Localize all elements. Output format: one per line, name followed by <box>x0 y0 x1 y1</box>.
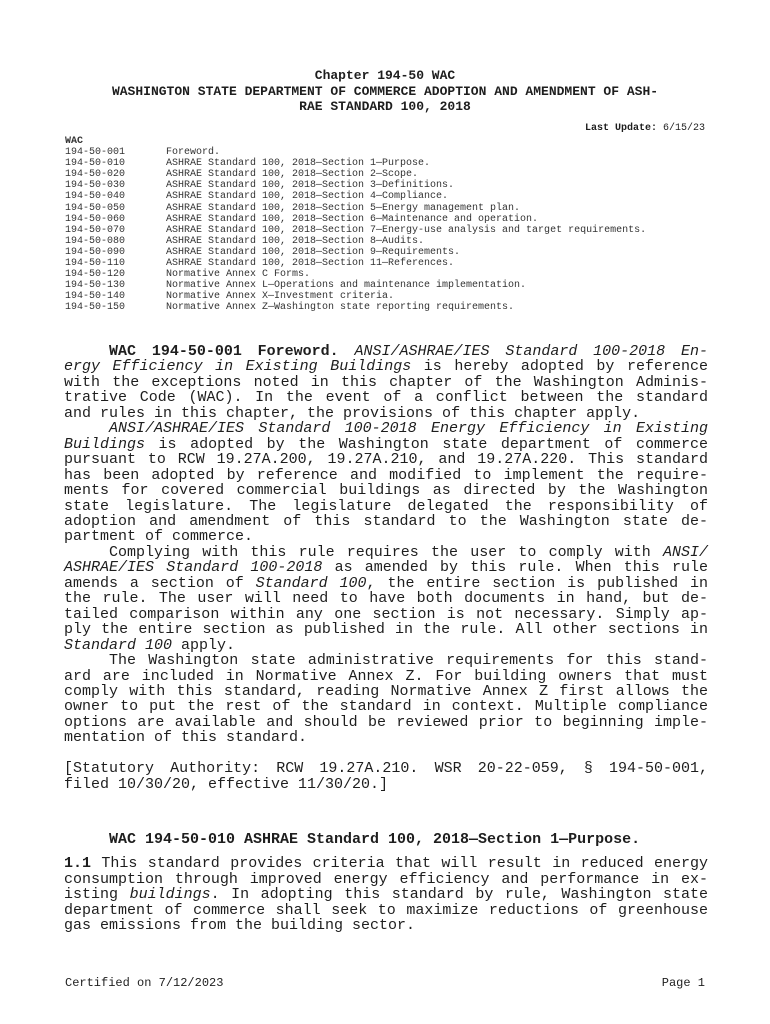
text-line <box>64 638 708 653</box>
toc-section-number[interactable]: 194-50-130 <box>65 280 126 292</box>
text-line <box>64 653 708 668</box>
text-line <box>64 591 708 606</box>
toc-row[interactable] <box>65 191 646 202</box>
certified-date: Certified on 7/12/2023 <box>65 976 224 990</box>
title-line: RAE STANDARD 100, 2018 <box>299 99 471 114</box>
toc-section-number[interactable]: 194-50-020 <box>65 169 126 181</box>
text-line <box>64 777 708 792</box>
toc-row[interactable] <box>65 203 646 214</box>
toc-section-number[interactable]: 194-50-040 <box>65 191 126 203</box>
paragraph <box>64 832 708 847</box>
text: gas emissions from the building sector. <box>64 917 416 935</box>
paragraph <box>64 856 708 933</box>
toc-section-title[interactable]: Normative Annex C Forms. <box>166 269 311 281</box>
italic-text: ANSI/ASHRAE/IES Standard 100-2018 En- <box>354 343 708 360</box>
text-line <box>64 375 708 390</box>
text: state legislature. The legislature delegated the responsibility of <box>64 497 708 515</box>
text: The Washington state administrative requirements for this stand- <box>109 652 708 670</box>
table-of-contents <box>65 136 646 314</box>
text: This standard provides criteria that will result in reduced energy <box>91 855 708 873</box>
toc-heading: WAC <box>65 136 84 147</box>
title-line: Chapter 194-50 WAC <box>314 68 456 83</box>
text: is hereby adopted by reference <box>411 358 708 376</box>
text: is adopted by the Washington state department of commerce <box>145 435 708 453</box>
italic-text: ANSI/ASHRAE/IES Standard 100-2018 Energy Efficiency in Existing <box>109 420 708 438</box>
paragraph <box>64 421 708 545</box>
italic-text: Standard 100 <box>255 574 367 592</box>
text: adoption and amendment of this standard to the Washington state de- <box>64 512 708 530</box>
text-line <box>64 684 708 699</box>
toc-row[interactable] <box>65 180 646 191</box>
last-update-label: Last Update: <box>584 123 657 134</box>
text-line <box>64 887 708 902</box>
text-line <box>64 390 708 405</box>
text-line <box>64 406 708 421</box>
toc-section-title[interactable]: ASHRAE Standard 100, 2018—Section 11—References. <box>166 258 455 270</box>
text-line <box>64 715 708 730</box>
text <box>339 343 355 360</box>
italic-text: ASHRAE/IES Standard 100-2018 <box>64 559 323 577</box>
text-line <box>64 529 708 544</box>
toc-section-number[interactable]: 194-50-030 <box>65 180 126 192</box>
text-line <box>64 872 708 887</box>
toc-section-title[interactable]: Foreword. <box>166 147 221 159</box>
text: [Statutory Authority: RCW 19.27A.210. WSR 20-22-059, § 194-50-001, <box>64 760 708 778</box>
text: isting <box>64 886 130 904</box>
toc-section-number[interactable]: 194-50-140 <box>65 291 126 303</box>
toc-row[interactable] <box>65 280 646 291</box>
toc-section-number[interactable]: 194-50-090 <box>65 246 126 258</box>
text-line <box>64 514 708 529</box>
text: and rules in this chapter, the provisions of this chapter apply. <box>64 404 641 422</box>
text: ard are included in Normative Annex Z. For building owners that must <box>64 667 708 685</box>
toc-section-title[interactable]: ASHRAE Standard 100, 2018—Section 5—Energy management plan. <box>166 202 521 214</box>
toc-row[interactable] <box>65 214 646 225</box>
text-line <box>64 607 708 622</box>
text-line <box>64 856 708 871</box>
text-line <box>64 832 708 847</box>
text-line <box>64 669 708 684</box>
paragraph <box>64 545 708 653</box>
spacer <box>64 792 708 832</box>
text: , the entire section is published in <box>366 574 708 592</box>
text: tailed comparison within any one section is not necessary. Simply ap- <box>64 605 708 623</box>
text: options are available and should be reviewed prior to beginning imple- <box>64 713 708 731</box>
toc-section-title[interactable]: ASHRAE Standard 100, 2018—Section 2—Scope. <box>166 169 419 181</box>
text: filed 10/30/20, effective 11/30/20.] <box>64 775 389 793</box>
paragraph <box>64 653 708 746</box>
toc-row[interactable] <box>65 236 646 247</box>
page-number: Page 1 <box>661 976 705 990</box>
text: department of commerce shall seek to maximize reductions of greenhouse <box>64 901 708 919</box>
toc-section-title[interactable]: Normative Annex Z—Washington state reporting requirements. <box>166 302 515 314</box>
text-line <box>64 344 708 359</box>
page-footer <box>65 976 705 990</box>
text: consumption through improved energy efficiency and performance in ex- <box>64 870 708 888</box>
title-line: WASHINGTON STATE DEPARTMENT OF COMMERCE ADOPTION AND AMENDMENT OF ASH- <box>111 83 659 99</box>
toc-row[interactable] <box>65 247 646 258</box>
toc-section-number[interactable]: 194-50-050 <box>65 202 126 214</box>
text-line <box>64 452 708 467</box>
toc-section-number[interactable]: 194-50-120 <box>65 269 126 281</box>
text: the rule. The user will need to have both documents in hand, but de- <box>64 590 708 608</box>
paragraph <box>64 344 708 421</box>
toc-section-number[interactable]: 194-50-070 <box>65 224 126 236</box>
bold-text: WAC 194-50-001 Foreword. <box>109 343 339 360</box>
toc-row[interactable] <box>65 302 646 313</box>
text: has been adopted by reference and modified to implement the require- <box>64 466 708 484</box>
text: comply with this standard, reading Normative Annex Z first allows the <box>64 682 708 700</box>
italic-text: ergy Efficiency in Existing Buildings <box>64 358 412 376</box>
document-body <box>64 344 708 933</box>
text-line <box>64 730 708 745</box>
toc-section-title[interactable]: ASHRAE Standard 100, 2018—Section 1—Purpose. <box>166 158 431 170</box>
text: ply the entire section as published in the rule. All other sections in <box>64 621 708 639</box>
text-line <box>64 576 708 591</box>
text-line <box>64 359 708 374</box>
last-update <box>585 123 705 134</box>
toc-row[interactable] <box>65 169 646 180</box>
toc-section-number[interactable]: 194-50-001 <box>65 147 126 159</box>
text-line <box>64 468 708 483</box>
text: amends a section of <box>64 574 256 592</box>
toc-section-title[interactable]: Normative Annex L—Operations and maintenance implementation. <box>166 280 527 292</box>
italic-text: ANSI/ <box>662 543 708 561</box>
toc-section-title[interactable]: ASHRAE Standard 100, 2018—Section 6—Maintenance and operation. <box>166 213 539 225</box>
toc-section-title[interactable]: ASHRAE Standard 100, 2018—Section 8—Audits. <box>166 235 425 247</box>
toc-section-number[interactable]: 194-50-010 <box>65 158 126 170</box>
text-line <box>64 560 708 575</box>
text-line <box>64 622 708 637</box>
toc-row[interactable] <box>65 269 646 280</box>
spacer <box>64 746 708 761</box>
italic-text: Standard 100 <box>64 636 173 654</box>
text-line <box>64 545 708 560</box>
toc-section-title[interactable]: ASHRAE Standard 100, 2018—Section 4—Compliance. <box>166 191 449 203</box>
toc-section-number[interactable]: 194-50-110 <box>65 258 126 270</box>
text: Complying with this rule requires the user to comply with <box>109 543 663 561</box>
toc-section-number[interactable]: 194-50-150 <box>65 302 126 314</box>
text: partment of commerce. <box>64 528 254 546</box>
text-line <box>64 918 708 933</box>
toc-row[interactable] <box>65 147 646 158</box>
toc-row[interactable] <box>65 225 646 236</box>
text: as amended by this rule. When this rule <box>322 559 708 577</box>
chapter-title <box>60 68 710 115</box>
text-line <box>64 699 708 714</box>
italic-text: buildings <box>129 886 211 904</box>
bold-text: 1.1 <box>64 855 92 873</box>
text-line <box>64 483 708 498</box>
text: apply. <box>172 636 236 654</box>
text-line <box>64 437 708 452</box>
toc-row[interactable] <box>65 258 646 269</box>
last-update-value: 6/15/23 <box>662 123 705 134</box>
text: pursuant to RCW 19.27A.200, 19.27A.210, and 19.27A.220. This standard <box>64 451 708 469</box>
toc-row[interactable] <box>65 158 646 169</box>
bold-text: WAC 194-50-010 ASHRAE Standard 100, 2018—Section 1—Purpose. <box>109 831 641 849</box>
toc-section-title[interactable]: ASHRAE Standard 100, 2018—Section 9—Requirements. <box>166 246 461 258</box>
toc-section-title[interactable]: Normative Annex X—Investment criteria. <box>166 291 395 303</box>
text: owner to put the rest of the standard in context. Multiple compliance <box>64 698 708 716</box>
toc-section-title[interactable]: ASHRAE Standard 100, 2018—Section 3—Definitions. <box>166 180 455 192</box>
text: trative Code (WAC). In the event of a conflict between the standard <box>64 389 708 407</box>
text: . In adopting this standard by rule, Washington state <box>210 886 709 904</box>
toc-section-number[interactable]: 194-50-080 <box>65 235 126 247</box>
toc-section-title[interactable]: ASHRAE Standard 100, 2018—Section 7—Energy-use analysis and target requirements. <box>166 224 647 236</box>
paragraph <box>64 761 708 792</box>
text-line <box>64 499 708 514</box>
text-line <box>64 761 708 776</box>
text-line <box>64 903 708 918</box>
italic-text: Buildings <box>64 435 146 453</box>
text: mentation of this standard. <box>64 729 308 747</box>
toc-section-number[interactable]: 194-50-060 <box>65 213 126 225</box>
text: ments for covered commercial buildings as directed by the Washington <box>64 482 708 500</box>
text: with the exceptions noted in this chapter of the Washington Adminis- <box>64 373 708 391</box>
toc-row[interactable] <box>65 291 646 302</box>
text-line <box>64 421 708 436</box>
